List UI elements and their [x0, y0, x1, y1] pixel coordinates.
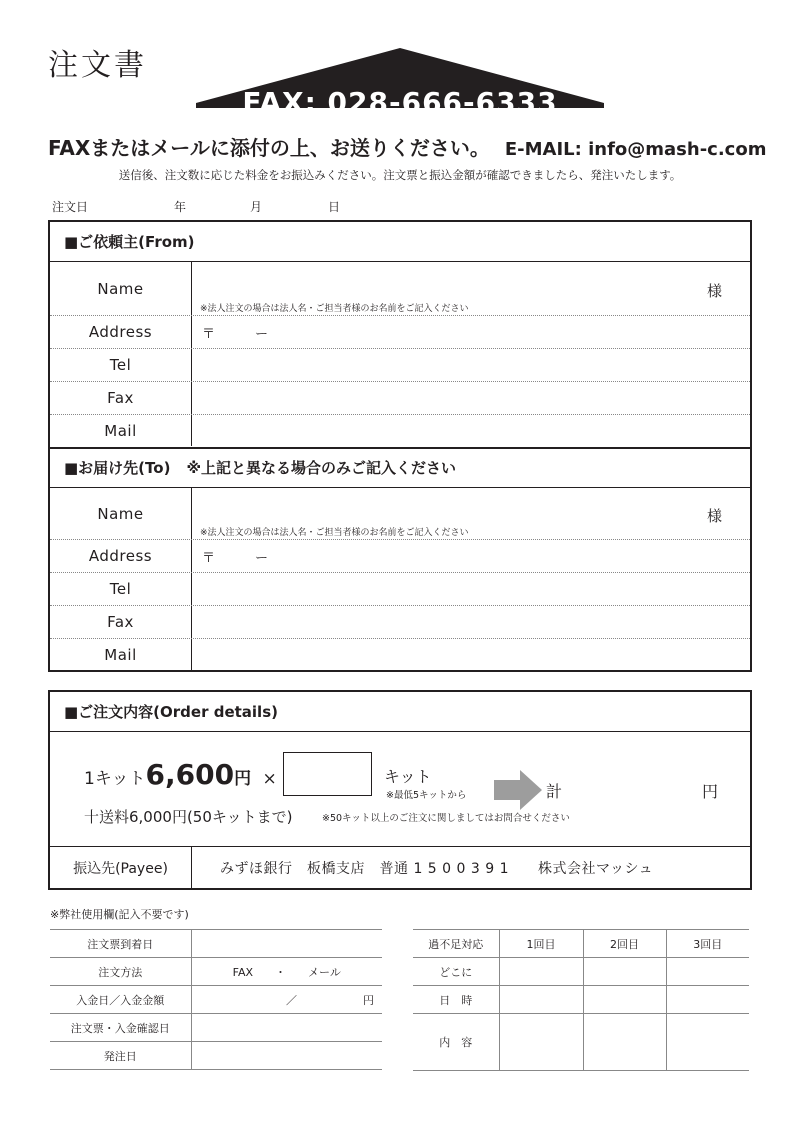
from-name-label: Name — [97, 280, 144, 298]
to-heading-note: ※上記と異なる場合のみご記入ください — [186, 459, 457, 477]
to-fax-row[interactable] — [50, 605, 750, 639]
table-row — [413, 1014, 749, 1071]
order-date-line — [52, 198, 372, 214]
postal-dash: ー — [255, 551, 269, 566]
to-heading-text: ■お届け先(To) — [64, 459, 171, 477]
to-address-label: Address — [88, 547, 153, 565]
price-unit: 円 — [234, 769, 252, 789]
fax-number: FAX: 028-666-6333 — [242, 86, 558, 119]
table-cell[interactable] — [499, 986, 583, 1014]
payment-note: 送信後、注文数に応じた料金をお振込みください。注文票と振込金額が確認できましたら、発注いたします。 — [118, 168, 682, 182]
send-instruction-text: FAXまたはメールに添付の上、お送りください。 — [48, 136, 490, 160]
table-cell[interactable] — [499, 958, 583, 986]
to-name-row[interactable] — [50, 488, 750, 540]
column-divider — [191, 847, 192, 888]
table-cell-value[interactable] — [191, 930, 382, 958]
quantity-input[interactable] — [283, 752, 372, 796]
payee-label: 振込先(Payee) — [73, 860, 168, 877]
from-heading — [50, 222, 750, 262]
table-header: 2回目 — [583, 930, 666, 958]
table-row — [50, 930, 382, 958]
table-cell[interactable] — [583, 986, 666, 1014]
address-form — [48, 220, 752, 672]
from-address-label: Address — [88, 323, 153, 341]
table-row — [413, 958, 749, 986]
postal-dash: ー — [255, 327, 269, 342]
table-row — [50, 1014, 382, 1042]
to-tel-row[interactable] — [50, 572, 750, 606]
total-label: 計 — [546, 782, 563, 801]
from-address-row[interactable] — [50, 315, 750, 349]
arrow-right-icon — [494, 770, 542, 810]
table-cell-label: どこに — [413, 958, 499, 986]
order-heading-text: ■ご注文内容(Order details) — [64, 703, 278, 721]
to-mail-label: Mail — [104, 646, 137, 664]
to-tel-label: Tel — [109, 580, 132, 598]
month-label: 月 — [250, 200, 263, 214]
from-name-row[interactable] — [50, 262, 750, 316]
table-row — [50, 1042, 382, 1070]
table-cell[interactable] — [666, 986, 749, 1014]
office-table-left — [50, 929, 382, 1070]
office-use-note: ※弊社使用欄(記入不要です) — [50, 908, 189, 921]
year-label: 年 — [174, 200, 187, 214]
from-mail-row[interactable] — [50, 414, 750, 449]
order-date-label: 注文日 — [52, 200, 89, 214]
from-fax-row[interactable] — [50, 381, 750, 415]
table-cell-value[interactable]: ／ 円 — [191, 986, 382, 1014]
unit-price: 6,600 — [145, 758, 235, 791]
table-cell[interactable] — [583, 1014, 666, 1071]
total-unit: 円 — [701, 782, 718, 801]
table-row — [50, 958, 382, 986]
table-cell-label: 入金日／入金金額 — [50, 986, 191, 1014]
from-fax-label: Fax — [107, 389, 134, 407]
office-table-right — [413, 929, 749, 1071]
day-label: 日 — [328, 200, 341, 214]
table-cell[interactable] — [666, 958, 749, 986]
table-cell[interactable] — [583, 958, 666, 986]
table-header: 過不足対応 — [413, 930, 499, 958]
table-cell-label: 注文方法 — [50, 958, 191, 986]
table-row — [50, 986, 382, 1014]
table-cell-value[interactable] — [191, 1014, 382, 1042]
table-cell-value[interactable]: FAX ・ メール — [191, 958, 382, 986]
to-honorific: 様 — [706, 507, 722, 525]
to-heading — [50, 448, 750, 488]
to-mail-row[interactable] — [50, 638, 750, 670]
shipping-fee: 十送料6,000円(50キットまで) — [84, 808, 293, 826]
table-header: 1回目 — [499, 930, 583, 958]
unit-prefix: 1キット — [84, 769, 146, 789]
table-row — [413, 986, 749, 1014]
payee-row — [50, 846, 750, 888]
payee-value: みずほ銀行 板橋支店 普通 1 5 0 0 3 9 1 株式会社マッシュ — [220, 860, 654, 877]
order-details — [48, 690, 752, 890]
table-cell[interactable] — [666, 1014, 749, 1071]
table-header-row — [413, 930, 749, 958]
table-header: 3回目 — [666, 930, 749, 958]
page-title: 注文書 — [48, 48, 147, 83]
postal-mark: 〒 — [202, 327, 216, 342]
times-sign: × — [262, 769, 277, 789]
from-honorific: 様 — [706, 282, 722, 300]
table-cell-value[interactable] — [191, 1042, 382, 1070]
to-name-label: Name — [97, 505, 144, 523]
table-cell-label: 注文票到着日 — [50, 930, 191, 958]
to-address-row[interactable] — [50, 539, 750, 573]
postal-mark: 〒 — [202, 551, 216, 566]
table-cell-label: 日 時 — [413, 986, 499, 1014]
from-tel-row[interactable] — [50, 348, 750, 382]
from-name-note: ※法人注文の場合は法人名・ご担当者様のお名前をご記入ください — [200, 304, 469, 314]
minimum-kit-note: ※最低5キットから — [386, 790, 467, 801]
order-heading — [50, 692, 750, 732]
table-cell[interactable] — [499, 1014, 583, 1071]
unit-price-line — [84, 758, 277, 791]
from-heading-text: ■ご依頼主(From) — [64, 233, 195, 251]
send-instruction — [48, 132, 767, 161]
kit-label: キット — [384, 767, 432, 786]
email-address[interactable]: E-MAIL: info@mash-c.com — [504, 139, 767, 160]
table-cell-label: 内 容 — [413, 1014, 499, 1071]
to-fax-label: Fax — [107, 613, 134, 631]
shipping-note: ※50キット以上のご注文に関しましてはお問合せください — [322, 813, 570, 824]
from-mail-label: Mail — [104, 422, 137, 440]
table-cell-label: 注文票・入金確認日 — [50, 1014, 191, 1042]
from-tel-label: Tel — [109, 356, 132, 374]
to-name-note: ※法人注文の場合は法人名・ご担当者様のお名前をご記入ください — [200, 528, 469, 538]
table-cell-label: 発注日 — [50, 1042, 191, 1070]
